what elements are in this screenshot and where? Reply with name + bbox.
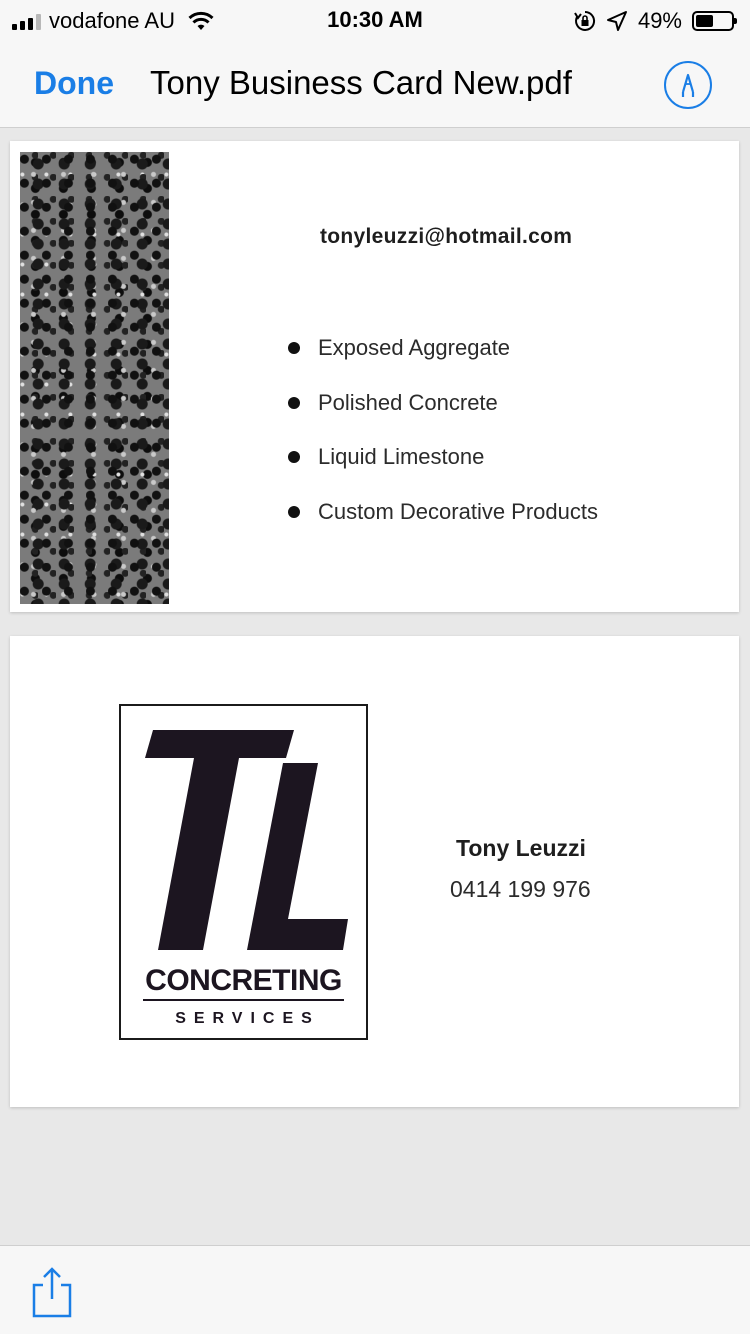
bullet-icon: [288, 451, 300, 463]
logo-divider: [143, 999, 344, 1001]
done-button[interactable]: Done: [34, 65, 114, 101]
service-label: Polished Concrete: [318, 389, 498, 415]
markup-button[interactable]: [664, 61, 712, 109]
logo-services-text: SERVICES: [175, 1010, 320, 1027]
bullet-icon: [288, 506, 300, 518]
nav-bar: [0, 40, 750, 128]
bottom-toolbar: [0, 1245, 750, 1334]
list-item: [288, 321, 598, 376]
pdf-page-2: [10, 636, 739, 1107]
status-right: [574, 8, 734, 34]
list-item: [288, 376, 598, 431]
services-list: [288, 321, 598, 539]
share-button[interactable]: [30, 1266, 74, 1318]
tl-monogram-logo: [121, 706, 366, 966]
exposed-aggregate-photo: [20, 152, 169, 604]
bullet-icon: [288, 397, 300, 409]
share-icon: [30, 1266, 74, 1318]
list-item: [288, 430, 598, 485]
service-label: Custom Decorative Products: [318, 498, 598, 524]
service-label: Liquid Limestone: [318, 444, 485, 470]
battery-icon: [692, 11, 734, 31]
battery-percent: 49%: [637, 8, 682, 33]
pdf-page-1: [10, 141, 739, 612]
status-time: 10:30 AM: [327, 7, 423, 32]
logo-concreting-text: CONCRETING: [145, 964, 342, 997]
document-title: Tony Business Card New.pdf: [150, 64, 572, 101]
markup-pen-icon: [675, 70, 701, 100]
service-label: Exposed Aggregate: [318, 335, 511, 361]
battery-fill: [696, 15, 713, 27]
email-address: tonyleuzzi@hotmail.com: [320, 225, 573, 248]
location-arrow-icon: [606, 10, 628, 32]
orientation-lock-icon: [574, 10, 596, 32]
list-item: [288, 485, 598, 540]
status-bar: [0, 0, 750, 40]
contact-phone: 0414 199 976: [450, 876, 591, 902]
contact-name: Tony Leuzzi: [456, 835, 586, 861]
carrier-name: vodafone AU: [49, 8, 175, 33]
company-logo: [119, 704, 368, 1040]
bullet-icon: [288, 342, 300, 354]
